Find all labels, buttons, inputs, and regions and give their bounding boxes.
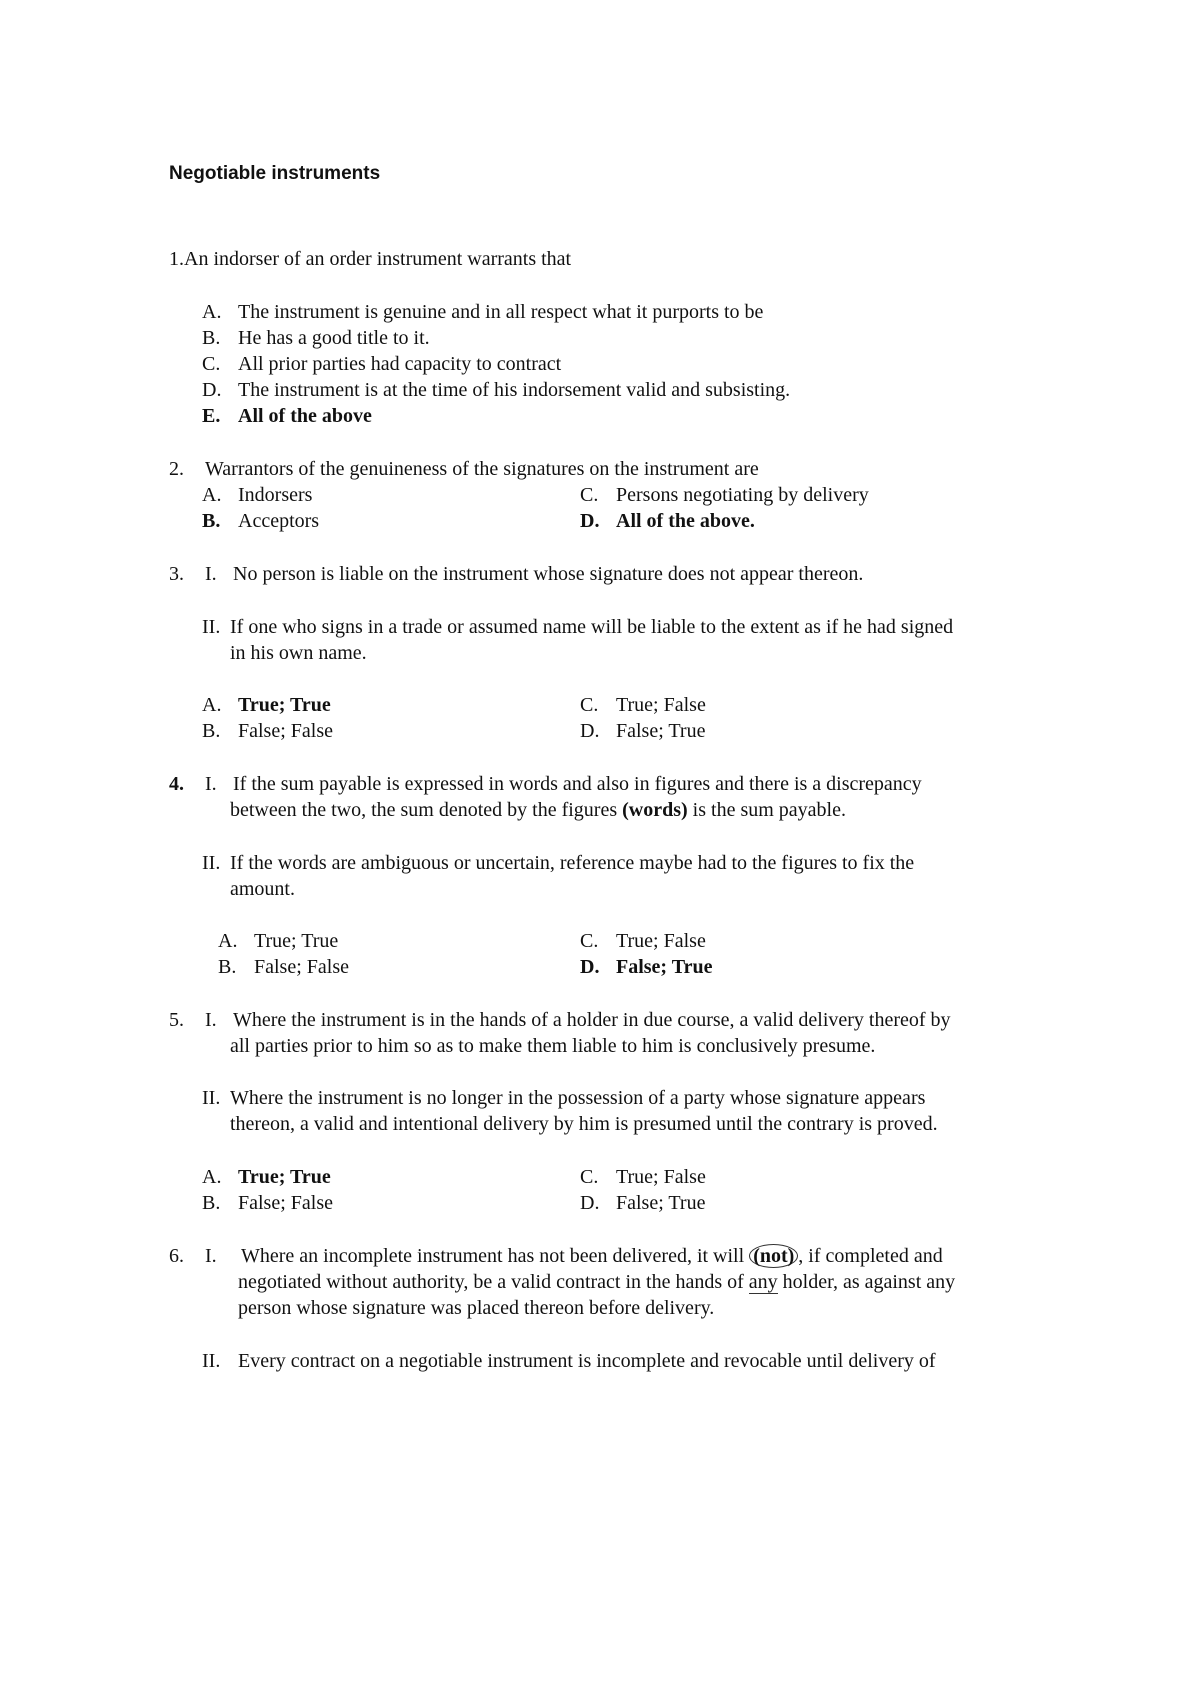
- q2-option-d: D. All of the above.: [580, 510, 755, 532]
- q3-option-a: A. True; True: [202, 694, 331, 716]
- q3-option-c: C. True; False: [580, 694, 706, 716]
- q4-option-a: A. True; True: [218, 930, 339, 952]
- q4-statement-2-cont: amount.: [230, 878, 295, 900]
- q6-statement-1: 6. I. Where an incomplete instrument has not been delivered, it will (not) , if completed and: [169, 1245, 943, 1267]
- q1-option-d: D. The instrument is at the time of his indorsement valid and subsisting.: [202, 379, 791, 401]
- q3-option-b: B. False; False: [202, 720, 333, 742]
- q6-statement-1-cont-2: person whose signature was placed thereon before delivery.: [238, 1297, 715, 1319]
- q3-option-d: D. False; True: [580, 720, 706, 742]
- q4-statement-1: 4. I. If the sum payable is expressed in words and also in figures and there is a discrepancy: [169, 773, 922, 795]
- q1-option-c: C. All prior parties had capacity to contract: [202, 353, 562, 375]
- q5-option-d: D. False; True: [580, 1192, 706, 1214]
- q5-option-c: C. True; False: [580, 1166, 706, 1188]
- q6-statement-1-cont: negotiated without authority, be a valid contract in the hands of any holder, as against any: [238, 1271, 956, 1293]
- q5-statement-2-cont: thereon, a valid and intentional delivery by him is presumed until the contrary is proved.: [230, 1113, 938, 1135]
- q3-statement-2-cont: in his own name.: [230, 642, 367, 664]
- q5-statement-2: II. Where the instrument is no longer in the possession of a party whose signature appears: [202, 1087, 926, 1109]
- q3-statement-1: 3. I. No person is liable on the instrument whose signature does not appear thereon.: [169, 563, 864, 585]
- q4-option-d: D. False; True: [580, 956, 713, 978]
- q5-statement-1-cont: all parties prior to him so as to make them liable to him is conclusively presume.: [230, 1035, 876, 1057]
- q3-statement-2: II. If one who signs in a trade or assumed name will be liable to the extent as if he had signed: [202, 616, 954, 638]
- q4-statement-2: II. If the words are ambiguous or uncertain, reference maybe had to the figures to fix the: [202, 852, 915, 874]
- q1-option-a: A. The instrument is genuine and in all respect what it purports to be: [202, 301, 764, 323]
- q6-statement-2: II. Every contract on a negotiable instrument is incomplete and revocable until delivery of: [202, 1350, 936, 1372]
- q1-stem: 1.An indorser of an order instrument warrants that: [169, 248, 572, 270]
- q4-option-c: C. True; False: [580, 930, 706, 952]
- q1-option-e: E. All of the above: [202, 405, 372, 427]
- underlined-any: any: [748, 1271, 778, 1293]
- document-title: Negotiable instruments: [169, 163, 381, 184]
- q4-option-b: B. False; False: [218, 956, 349, 978]
- q5-option-b: B. False; False: [202, 1192, 333, 1214]
- q2-stem: 2. Warrantors of the genuineness of the signatures on the instrument are: [169, 458, 759, 480]
- q2-option-b: B. Acceptors: [202, 510, 320, 532]
- q2-option-c: C. Persons negotiating by delivery: [580, 484, 869, 506]
- q5-statement-1: 5. I. Where the instrument is in the hands of a holder in due course, a valid delivery thereof by: [169, 1009, 951, 1031]
- q1-option-b: B. He has a good title to it.: [202, 327, 430, 349]
- q5-option-a: A. True; True: [202, 1166, 331, 1188]
- q2-option-a: A. Indorsers: [202, 484, 313, 506]
- q4-statement-1-cont: between the two, the sum denoted by the figures (words) is the sum payable.: [230, 799, 846, 821]
- circled-not: (not): [749, 1244, 798, 1268]
